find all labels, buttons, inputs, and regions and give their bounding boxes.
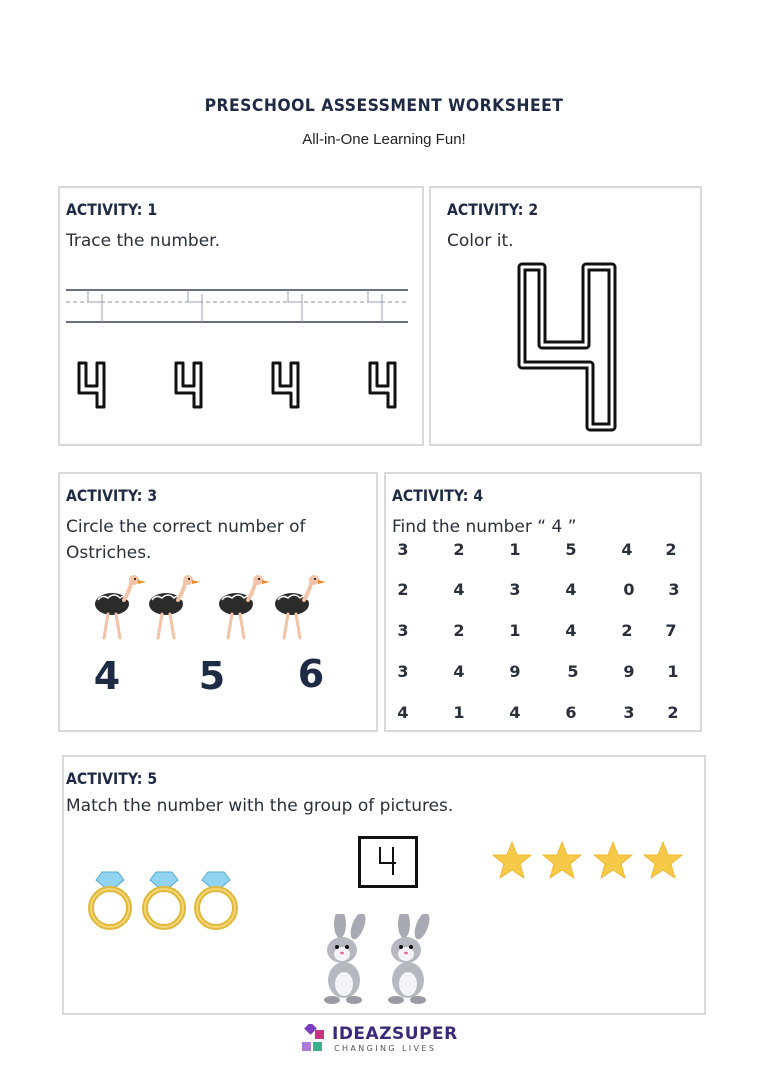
activity-2-instruction: Color it. [447,231,514,251]
grid-cell[interactable]: 7 [665,621,677,640]
grid-cell[interactable]: 2 [453,621,465,640]
target-number-four-icon [377,845,399,877]
brand-name: IDEAZSUPER [332,1024,458,1044]
brand-tagline: CHANGING LIVES [334,1044,437,1053]
activity-1-title: ACTIVITY: 1 [66,200,158,219]
grid-cell[interactable]: 3 [509,580,521,599]
hollow-four-icon [268,360,304,410]
answer-option-5[interactable]: 5 [198,654,226,698]
hollow-four-icon [171,360,207,410]
grid-cell[interactable]: 1 [509,621,521,640]
grid-cell[interactable]: 1 [453,703,465,722]
grid-cell[interactable]: 3 [397,621,409,640]
grid-cell[interactable]: 2 [397,580,409,599]
activity-3-instruction-line1: Circle the correct number of [66,517,306,537]
tracing-lines [66,284,412,328]
grid-cell[interactable]: 9 [623,662,635,681]
ostriches-group [92,574,334,642]
grid-cell[interactable]: 5 [565,540,577,559]
activity-1-instruction: Trace the number. [66,231,220,251]
grid-cell[interactable]: 2 [665,540,677,559]
grid-cell[interactable]: 2 [621,621,633,640]
large-four-outline-icon [512,257,624,439]
grid-cell[interactable]: 3 [668,580,680,599]
activity-3-instruction [66,514,306,566]
brand-squares-icon [300,1024,326,1054]
answer-option-4[interactable]: 4 [93,654,121,698]
grid-cell[interactable]: 4 [453,662,465,681]
answer-option-6[interactable]: 6 [297,652,325,696]
page-subtitle: All-in-One Learning Fun! [302,131,466,148]
grid-cell[interactable]: 9 [509,662,521,681]
grid-cell[interactable]: 4 [565,580,577,599]
page-title: PRESCHOOL ASSESSMENT WORKSHEET [204,96,564,116]
grid-cell[interactable]: 3 [623,703,635,722]
grid-cell[interactable]: 4 [397,703,409,722]
grid-cell[interactable]: 4 [565,621,577,640]
grid-cell[interactable]: 1 [667,662,679,681]
grid-cell[interactable]: 3 [397,540,409,559]
rings-group[interactable] [88,870,246,930]
grid-cell[interactable]: 4 [453,580,465,599]
grid-cell[interactable]: 6 [565,703,577,722]
grid-cell[interactable]: 2 [667,703,679,722]
activity-3-title: ACTIVITY: 3 [66,486,158,505]
grid-cell[interactable]: 4 [509,703,521,722]
grid-cell[interactable]: 1 [509,540,521,559]
activity-3-instruction-line2: Ostriches. [66,543,152,563]
activity-4-title: ACTIVITY: 4 [392,486,484,505]
activity-5-instruction: Match the number with the group of pictures. [66,796,454,816]
brand-logo [300,1022,480,1058]
grid-cell[interactable]: 3 [397,662,409,681]
bunnies-group[interactable] [318,914,442,1006]
grid-cell[interactable]: 2 [453,540,465,559]
grid-cell[interactable]: 0 [623,580,635,599]
stars-group[interactable] [492,840,688,884]
activity-4-box [384,472,702,732]
grid-cell[interactable]: 4 [621,540,633,559]
hollow-four-icon [365,360,401,410]
hollow-four-icon [74,360,110,410]
grid-cell[interactable]: 5 [567,662,579,681]
activity-2-title: ACTIVITY: 2 [447,200,539,219]
activity-4-instruction: Find the number “ 4 ” [392,517,577,537]
activity-5-title: ACTIVITY: 5 [66,769,158,788]
